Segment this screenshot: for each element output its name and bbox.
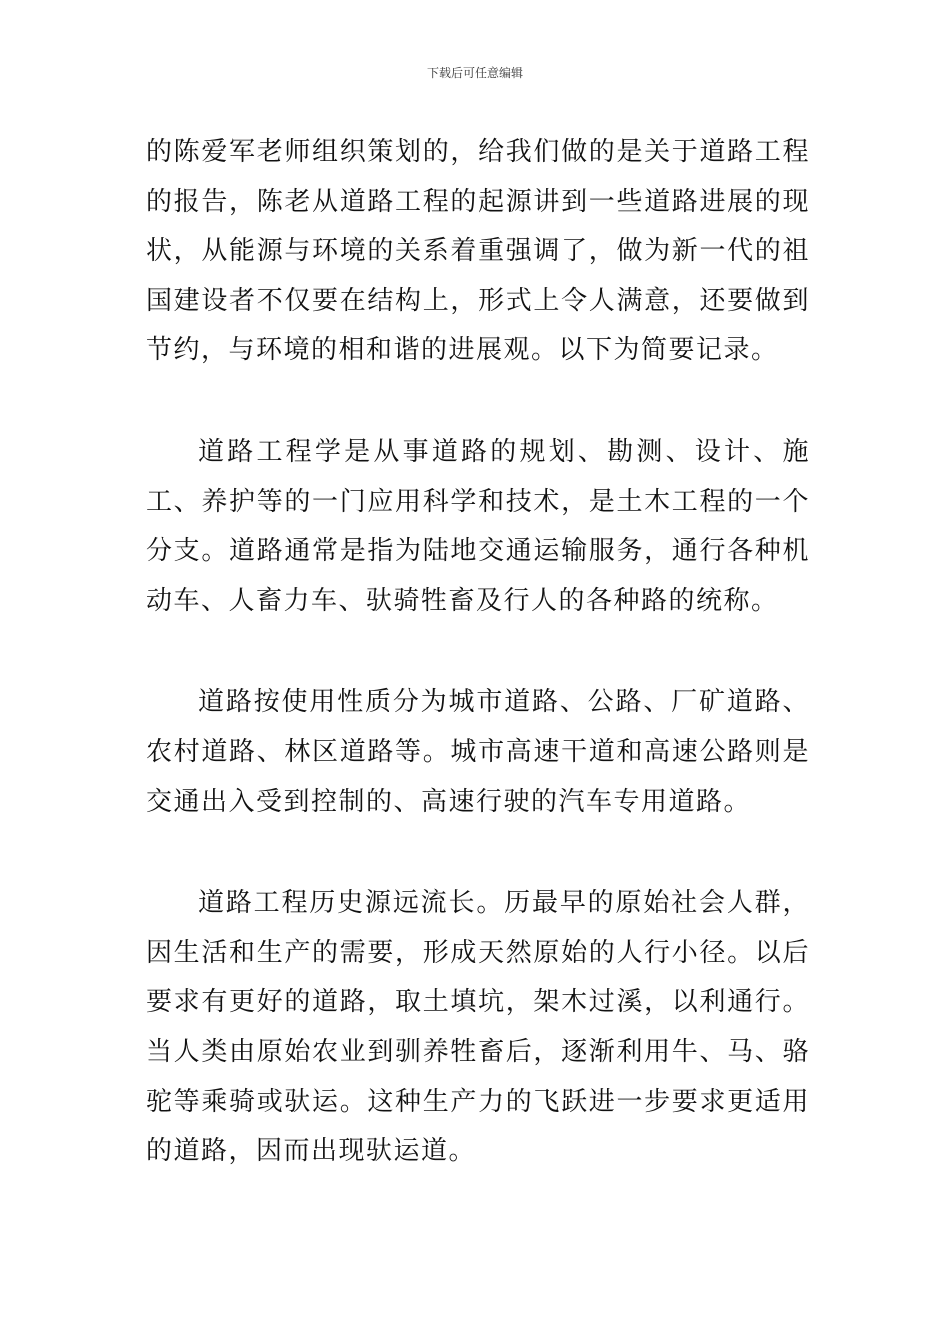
document-body bbox=[146, 128, 810, 1177]
paragraph-intro: 的陈爱军老师组织策划的，给我们做的是关于道路工程的报告，陈老从道路工程的起源讲到一些道路进展的现状，从能源与环境的关系着重强调了，做为新一代的祖国建设者不仅要在结构上，形式上令人满意，还要做到节约，与环境的相和谐的进展观。以下为简要记录。 bbox=[146, 137, 810, 366]
page-header: 下载后可任意编辑 bbox=[426, 66, 523, 80]
paragraph-definition: 道路工程学是从事道路的规划、勘测、设计、施工、养护等的一门应用科学和技术，是土木工程的一个分支。道路通常是指为陆地交通运输服务，通行各种机动车、人畜力车、驮骑牲畜及行人的各种路的统称。 bbox=[146, 436, 810, 616]
paragraph-classification: 道路按使用性质分为城市道路、公路、厂矿道路、农村道路、林区道路等。城市高速干道和高速公路则是交通出入受到控制的、高速行驶的汽车专用道路。 bbox=[146, 687, 810, 817]
paragraph-history: 道路工程历史源远流长。历最早的原始社会人群，因生活和生产的需要，形成天然原始的人行小径。以后要求有更好的道路，取土填坑，架木过溪，以利通行。当人类由原始农业到驯养牲畜后，逐渐利用牛、马、骆驼等乘骑或驮运。这种生产力的飞跃进一步要求更适用的道路，因而出现驮运道。 bbox=[146, 888, 810, 1167]
